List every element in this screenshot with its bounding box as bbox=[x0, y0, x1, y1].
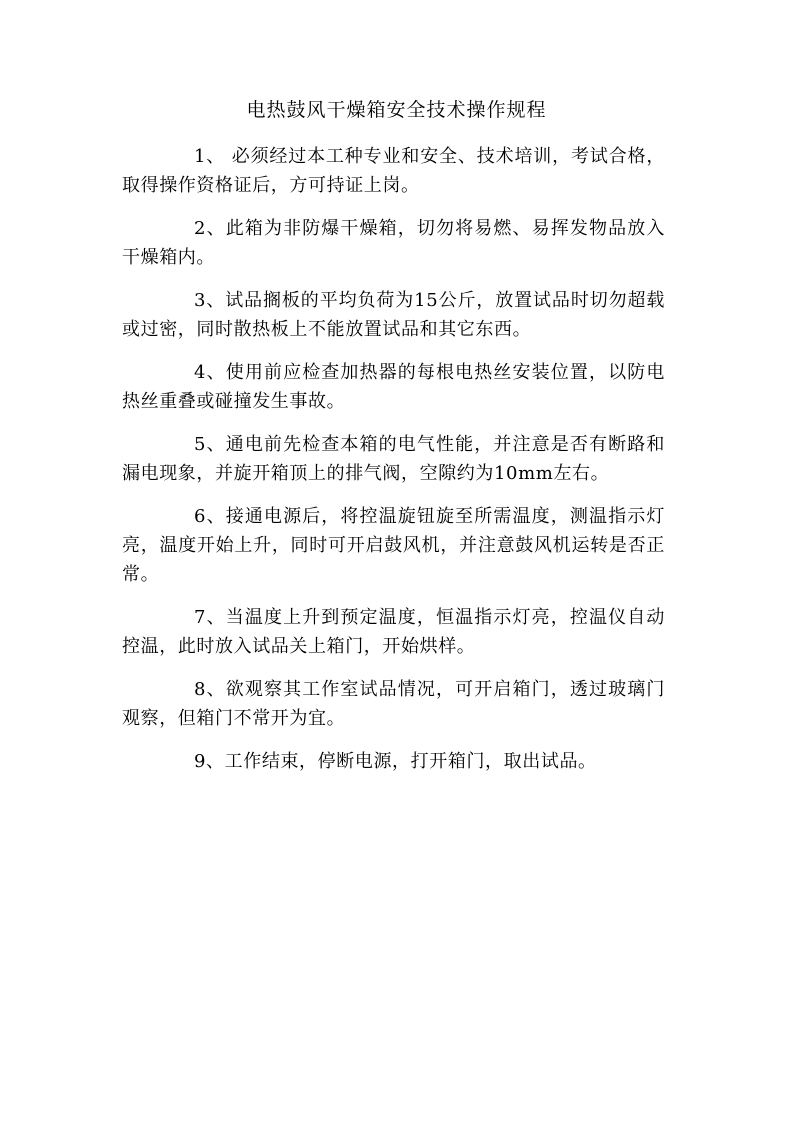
paragraph-6: 6、接通电源后，将控温旋钮旋至所需温度，测温指示灯亮，温度开始上升，同时可开启鼓风机，并注意鼓风机运转是否正常。 bbox=[122, 506, 665, 585]
document-body bbox=[122, 142, 665, 790]
paragraph-9: 9、工作结束，停断电源，打开箱门，取出试品。 bbox=[194, 751, 597, 772]
paragraph-7: 7、当温度上升到预定温度，恒温指示灯亮，控温仪自动控温，此时放入试品关上箱门，开始烘样。 bbox=[122, 607, 665, 657]
paragraph-2: 2、此箱为非防爆干燥箱，切勿将易燃、易挥发物品放入干燥箱内。 bbox=[122, 218, 665, 268]
paragraph-5: 5、通电前先检查本箱的电气性能，并注意是否有断路和漏电现象，并旋开箱顶上的排气阀，空隙约为10mm左右。 bbox=[122, 434, 665, 484]
paragraph-1: 1、 必须经过本工种专业和安全、技术培训，考试合格，取得操作资格证后，方可持证上岗。 bbox=[122, 146, 665, 196]
paragraph-3: 3、试品搁板的平均负荷为15公斤，放置试品时切勿超载或过密，同时散热板上不能放置试品和其它东西。 bbox=[122, 290, 665, 340]
paragraph-4: 4、使用前应检查加热器的每根电热丝安装位置，以防电热丝重叠或碰撞发生事故。 bbox=[122, 362, 665, 412]
paragraph-8: 8、欲观察其工作室试品情况，可开启箱门，透过玻璃门观察，但箱门不常开为宜。 bbox=[122, 679, 665, 729]
document-title: 电热鼓风干燥箱安全技术操作规程 bbox=[246, 99, 547, 121]
